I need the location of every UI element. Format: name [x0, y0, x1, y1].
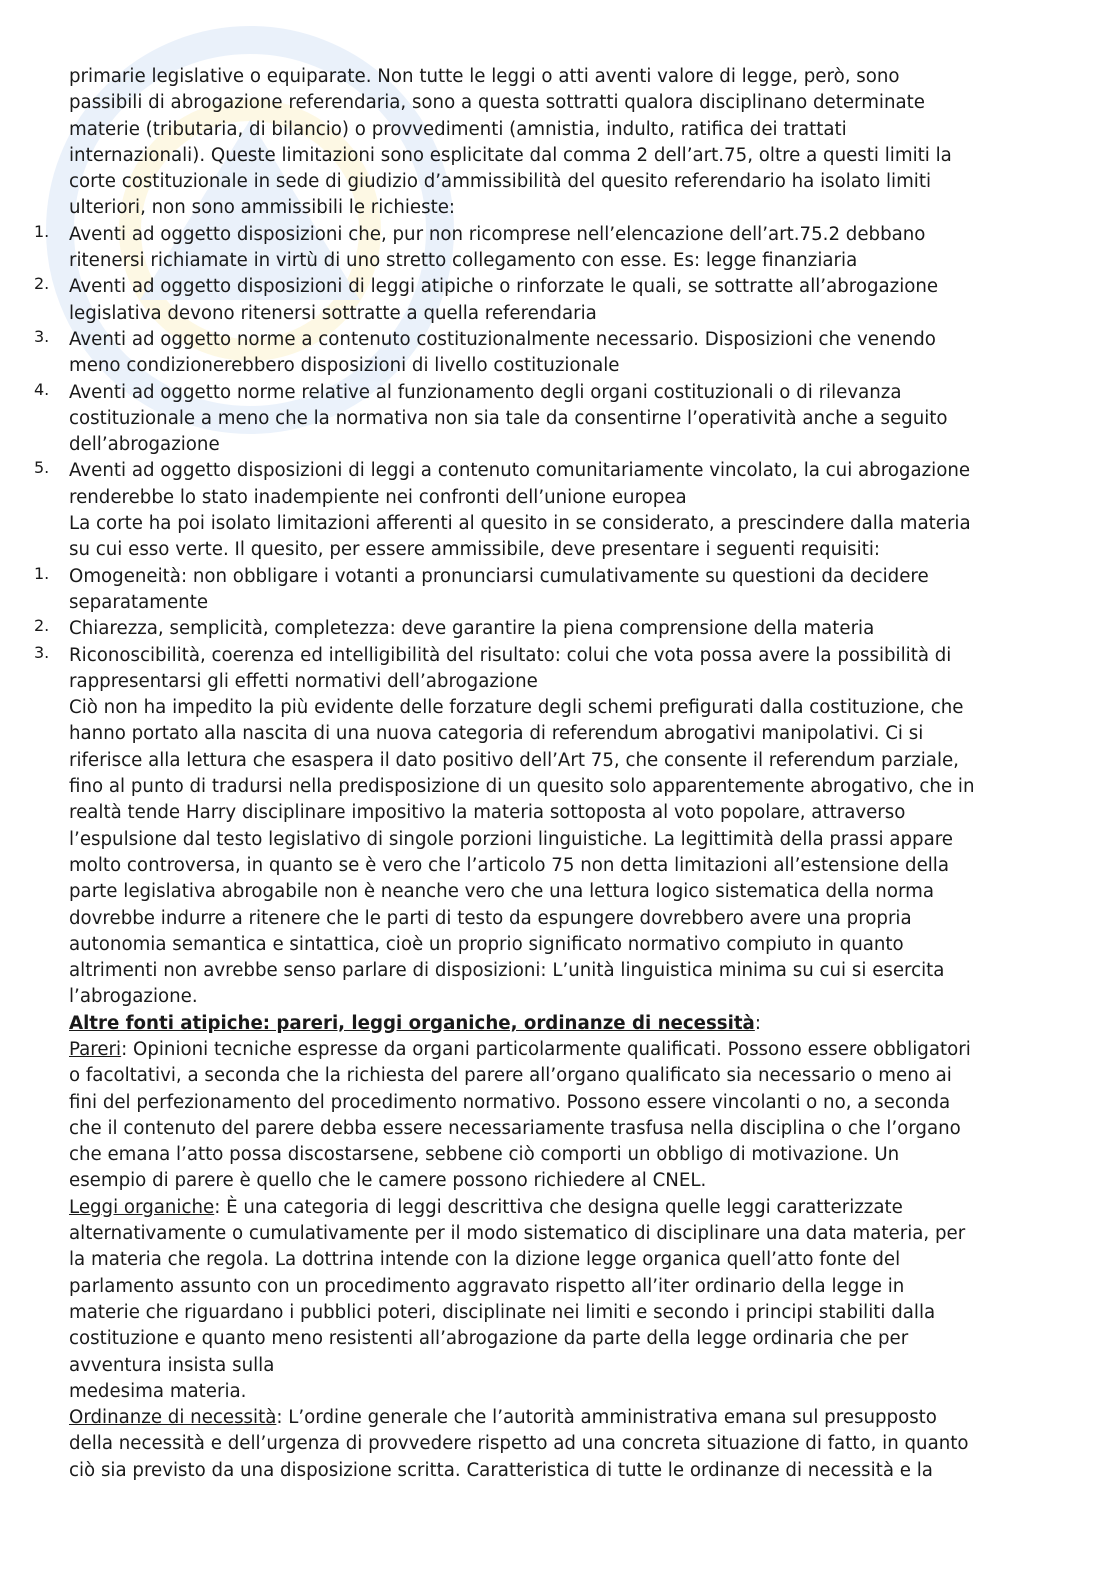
text-line: rappresentarsi gli effetti normativi dell’abrogazione	[69, 670, 538, 692]
definition-start: : L’ordine generale che l’autorità amministrativa emana sul presupposto	[276, 1407, 937, 1429]
text-line: Aventi ad oggetto norme relative al funzionamento degli organi costituzionali o di rilevanza	[69, 381, 902, 403]
list-item	[0, 274, 1116, 327]
text-line: realtà tende Harry disciplinare impositivo la materia sottoposta al voto popolare, attraverso	[69, 802, 906, 824]
list-item	[0, 222, 1116, 275]
text-line: della necessità e dell’urgenza di provvedere rispetto ad una concreta situazione di fatto, in quanto	[69, 1433, 969, 1455]
text-line: fini del perfezionamento del procedimento normativo. Possono essere vincolanti o no, a seconda	[69, 1091, 951, 1113]
text-line: passibili di abrogazione referendaria, sono a questa sottratti qualora disciplinano determinate	[69, 92, 925, 114]
text-line: Aventi ad oggetto disposizioni di leggi atipiche o rinforzate le quali, se sottratte all’abrogazione	[69, 276, 939, 298]
text-line: materie (tributaria, di bilancio) o provvedimenti (amnistia, indulto, ratifica dei trattati	[69, 118, 847, 140]
text-line: costituzione e quanto meno resistenti all’abrogazione da parte della legge ordinaria che per	[69, 1328, 909, 1350]
text-line: alternativamente o cumulativamente per il modo sistematico di disciplinare una data materia, per	[69, 1223, 966, 1245]
ordinanze-paragraph	[0, 1405, 1116, 1484]
list-number: 1.	[34, 563, 50, 583]
text-line: renderebbe lo stato inadempiente nei confronti dell’unione europea	[69, 486, 687, 508]
section-heading	[0, 1011, 1116, 1037]
list-number: 3.	[34, 642, 50, 662]
text-line: separatamente	[69, 591, 209, 613]
list-number: 5.	[34, 458, 50, 478]
text-line: che il contenuto del parere debba essere necessariamente trasfusa nella disciplina o che l’organo	[69, 1117, 961, 1139]
list-item	[0, 616, 1116, 642]
text-line: Aventi ad oggetto disposizioni che, pur non ricomprese nell’elencazione dell’art.75.2 debbano	[69, 223, 926, 245]
text-line: Aventi ad oggetto norme a contenuto costituzionalmente necessario. Disposizioni che venendo	[69, 328, 936, 350]
text-line: su cui esso verte. Il quesito, per essere ammissibile, deve presentare i seguenti requisiti:	[69, 539, 881, 561]
text-line: Omogeneità: non obbligare i votanti a pronunciarsi cumulativamente su questioni da decidere	[69, 565, 929, 587]
pareri-paragraph	[0, 1037, 1116, 1195]
text-line: molto controversa, in quanto se è vero che l’articolo 75 non detta limitazioni all’estensione della	[69, 854, 950, 876]
list-number: 4.	[34, 379, 50, 399]
text-line: legislativa devono ritenersi sottratte a quella referendaria	[69, 302, 597, 324]
text-line: ulteriori, non sono ammissibili le richieste:	[69, 197, 456, 219]
text-line: la materia che regola. La dottrina intende con la dizione legge organica quell’atto fonte del	[69, 1249, 901, 1271]
list-item	[0, 458, 1116, 511]
requirements-intro	[0, 511, 1116, 564]
heading-colon: :	[754, 1012, 761, 1034]
text-line: avventura insista sulla	[69, 1354, 275, 1376]
term-pareri: Pareri	[69, 1038, 122, 1060]
text-line: ciò sia previsto da una disposizione scritta. Caratteristica di tutte le ordinanze di necessità e la	[69, 1459, 933, 1481]
text-line: internazionali). Queste limitazioni sono esplicitate dal comma 2 dell’art.75, oltre a questi limiti la	[69, 144, 952, 166]
list-number: 2.	[34, 274, 50, 294]
text-line	[0, 1195, 1116, 1221]
text-line: hanno portato alla nascita di una nuova categoria di referendum abrogativi manipolativi. Ci si	[69, 723, 924, 745]
text-line: Chiarezza, semplicità, completezza: deve garantire la piena comprensione della materia	[69, 618, 875, 640]
text-line: Aventi ad oggetto disposizioni di leggi a contenuto comunitariamente vincolato, la cui abrogazione	[69, 460, 971, 482]
text-line: che emana l’atto possa discostarsene, sebbene ciò comporti un obbligo di motivazione. Un	[69, 1144, 900, 1166]
text-line: fino al punto di tradursi nella predisposizione di un quesito solo apparentemente abrogativo, che in	[69, 776, 975, 798]
list-number: 3.	[34, 326, 50, 346]
text-line: ritenersi richiamate in virtù di uno stretto collegamento con esse. Es: legge finanziaria	[69, 250, 858, 272]
leggi-organiche-paragraph	[0, 1195, 1116, 1405]
text-line	[0, 1037, 1116, 1063]
text-line: costituzionale a meno che la normativa non sia tale da consentirne l’operatività anche a seguito	[69, 407, 948, 429]
list-item	[0, 380, 1116, 459]
text-line: materie che riguardano i pubblici poteri, disciplinate nei limiti e secondo i principi stabiliti dalla	[69, 1301, 936, 1323]
text-line: Ciò non ha impedito la più evidente delle forzature degli schemi prefigurati dalla costituzione, che	[69, 697, 964, 719]
list-number: 2.	[34, 616, 50, 636]
list-item	[0, 564, 1116, 617]
term-ordinanze: Ordinanze di necessità	[69, 1407, 277, 1429]
document-body	[0, 64, 1116, 1484]
list-number: 1.	[34, 221, 50, 241]
text-line: primarie legislative o equiparate. Non tutte le leggi o atti aventi valore di legge, però, sono	[69, 66, 900, 87]
definition-start: : È una categoria di leggi descrittiva che designa quelle leggi caratterizzate	[214, 1196, 903, 1218]
text-line: riferisce alla lettura che esaspera il dato positivo dell’Art 75, che consente il referendum parziale,	[69, 749, 959, 771]
text-line: o facoltativi, a seconda che la richiesta del parere all’organo qualificato sia necessario o meno ai	[69, 1065, 952, 1087]
text-line: dell’abrogazione	[69, 434, 220, 456]
requirements-list	[0, 564, 1116, 695]
text-line: La corte ha poi isolato limitazioni afferenti al quesito in se considerato, a prescindere dalla materia	[69, 513, 971, 535]
list-item	[0, 327, 1116, 380]
text-line: medesima materia.	[69, 1380, 247, 1402]
text-line: dovrebbe indurre a ritenere che le parti di testo da espungere dovrebbero avere una propria	[69, 907, 912, 929]
text-line: corte costituzionale in sede di giudizio d’ammissibilità del quesito referendario ha isolato limiti	[69, 171, 932, 193]
text-line: Riconoscibilità, coerenza ed intelligibilità del risultato: colui che vota possa avere la possibilità di	[69, 644, 952, 666]
text-line: l’espulsione dal testo legislativo di singole porzioni linguistiche. La legittimità della prassi appare	[69, 828, 953, 850]
text-line: meno condizionerebbero disposizioni di livello costituzionale	[69, 355, 620, 377]
text-line: parlamento assunto con un procedimento aggravato rispetto all’iter ordinario della legge in	[69, 1275, 905, 1297]
intro-paragraph	[0, 64, 1116, 222]
text-line: l’abrogazione.	[69, 986, 198, 1008]
text-line	[0, 1405, 1116, 1431]
section-heading-text: Altre fonti atipiche: pareri, leggi organiche, ordinanze di necessità	[69, 1012, 755, 1034]
text-line: altrimenti non avrebbe senso parlare di disposizioni: L’unità linguistica minima su cui si esercita	[69, 960, 945, 982]
inadmissible-requests-list	[0, 222, 1116, 511]
manipulative-referendum-paragraph	[0, 695, 1116, 1011]
list-item	[0, 643, 1116, 696]
text-line: autonomia semantica e sintattica, cioè un proprio significato normativo compiuto in quanto	[69, 933, 904, 955]
definition-start: : Opinioni tecniche espresse da organi particolarmente qualificati. Possono essere obbligatori	[121, 1038, 971, 1060]
text-line: parte legislativa abrogabile non è neanche vero che una lettura logico sistematica della norma	[69, 881, 934, 903]
term-leggi-organiche: Leggi organiche	[69, 1196, 215, 1218]
text-line: esempio di parere è quello che le camere possono richiedere al CNEL.	[69, 1170, 707, 1192]
